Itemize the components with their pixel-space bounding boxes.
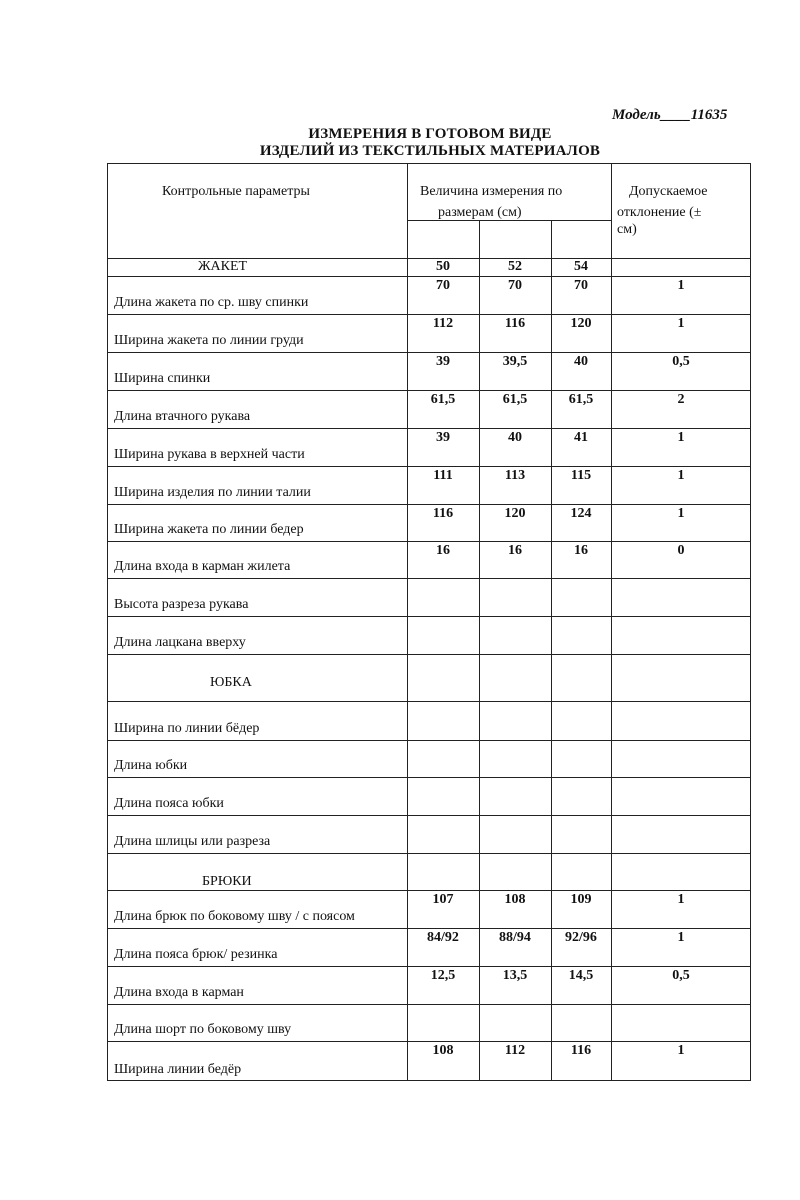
row-value-size-54: 41 (574, 430, 588, 445)
row-value-size-54: 61,5 (568, 392, 594, 407)
size-52: 52 (508, 259, 522, 274)
row-tolerance: 1 (677, 892, 685, 907)
header-tolerance-line-2: отклонение (± (617, 205, 702, 220)
row-tolerance: 1 (677, 430, 685, 445)
row-value-size-50: 108 (432, 1043, 454, 1058)
row-value-size-50: 84/92 (427, 930, 459, 945)
row-value-size-52: 88/94 (499, 930, 531, 945)
section-skirt: ЮБКА (210, 675, 252, 690)
row-value-size-54: 115 (570, 468, 592, 483)
row-value-size-50: 39 (436, 354, 450, 369)
row-value-size-52: 113 (504, 468, 526, 483)
header-tolerance-line-3: см) (617, 222, 637, 237)
row-value-size-52: 13,5 (502, 968, 528, 983)
row-tolerance: 1 (677, 1043, 685, 1058)
row-tolerance: 1 (677, 506, 685, 521)
row-label: Ширина по линии бёдер (114, 721, 260, 736)
row-value-size-52: 116 (504, 316, 526, 331)
row-label: Длина шорт по боковому шву (114, 1022, 292, 1037)
row-tolerance: 2 (677, 392, 685, 407)
row-value-size-52: 70 (508, 278, 522, 293)
row-value-size-50: 12,5 (430, 968, 456, 983)
row-label: Ширина изделия по линии талии (114, 485, 311, 500)
row-tolerance: 1 (677, 278, 685, 293)
row-value-size-54: 116 (570, 1043, 592, 1058)
row-value-size-54: 92/96 (565, 930, 597, 945)
row-value-size-52: 61,5 (502, 392, 528, 407)
row-value-size-50: 61,5 (430, 392, 456, 407)
row-label: Ширина жакета по линии груди (114, 333, 304, 348)
header-control-params: Контрольные параметры (162, 184, 310, 199)
row-label: Длина брюк по боковому шву / с поясом (114, 909, 355, 924)
row-label: Длина пояса брюк/ резинка (114, 947, 278, 962)
row-label: Ширина рукава в верхней части (114, 447, 305, 462)
row-value-size-52: 120 (504, 506, 526, 521)
row-label: Высота разреза рукава (114, 597, 249, 612)
header-measure-line-2: размерам (см) (438, 205, 522, 220)
row-value-size-52: 112 (504, 1043, 526, 1058)
row-value-size-50: 111 (433, 468, 453, 483)
row-value-size-54: 16 (574, 543, 588, 558)
row-value-size-54: 109 (570, 892, 592, 907)
model-number: Модель____11635 (612, 107, 728, 123)
row-label: Длина втачного рукава (114, 409, 251, 424)
row-value-size-50: 70 (436, 278, 450, 293)
header-tolerance-line-1: Допускаемое (629, 184, 708, 199)
row-value-size-50: 107 (432, 892, 454, 907)
row-label: Длина юбки (114, 758, 188, 773)
row-label: Длина входа в карман (114, 985, 244, 1000)
row-label: Длина шлицы или разреза (114, 834, 271, 849)
row-label: Длина лацкана вверху (114, 635, 246, 650)
row-tolerance: 1 (677, 468, 685, 483)
row-tolerance: 1 (677, 930, 685, 945)
row-label: Ширина линии бедёр (114, 1062, 242, 1077)
row-value-size-52: 108 (504, 892, 526, 907)
row-tolerance: 0 (677, 543, 685, 558)
row-value-size-54: 70 (574, 278, 588, 293)
section-jacket: ЖАКЕТ (198, 259, 248, 274)
row-value-size-54: 120 (570, 316, 592, 331)
row-value-size-52: 40 (508, 430, 522, 445)
row-label: Длина пояса юбки (114, 796, 224, 811)
row-label: Длина входа в карман жилета (114, 559, 291, 574)
section-trousers: БРЮКИ (202, 874, 252, 889)
row-value-size-54: 124 (570, 506, 592, 521)
document-title-line-2: ИЗДЕЛИЙ ИЗ ТЕКСТИЛЬНЫХ МАТЕРИАЛОВ (259, 143, 601, 159)
row-value-size-50: 16 (436, 543, 450, 558)
row-label: Ширина жакета по линии бедер (114, 522, 304, 537)
row-label: Ширина спинки (114, 371, 211, 386)
row-tolerance: 1 (677, 316, 685, 331)
measurements-table (107, 163, 751, 1081)
row-value-size-54: 14,5 (568, 968, 594, 983)
row-value-size-50: 112 (432, 316, 454, 331)
size-54: 54 (574, 259, 588, 274)
row-tolerance: 0,5 (672, 354, 690, 369)
row-tolerance: 0,5 (672, 968, 690, 983)
row-value-size-52: 39,5 (502, 354, 528, 369)
header-measure-line-1: Величина измерения по (420, 184, 563, 199)
row-label: Длина жакета по ср. шву спинки (114, 295, 309, 310)
document-title-line-1: ИЗМЕРЕНИЯ В ГОТОВОМ ВИДЕ (308, 126, 552, 142)
row-value-size-52: 16 (508, 543, 522, 558)
size-50: 50 (436, 259, 450, 274)
row-value-size-54: 40 (574, 354, 588, 369)
row-value-size-50: 39 (436, 430, 450, 445)
row-value-size-50: 116 (432, 506, 454, 521)
